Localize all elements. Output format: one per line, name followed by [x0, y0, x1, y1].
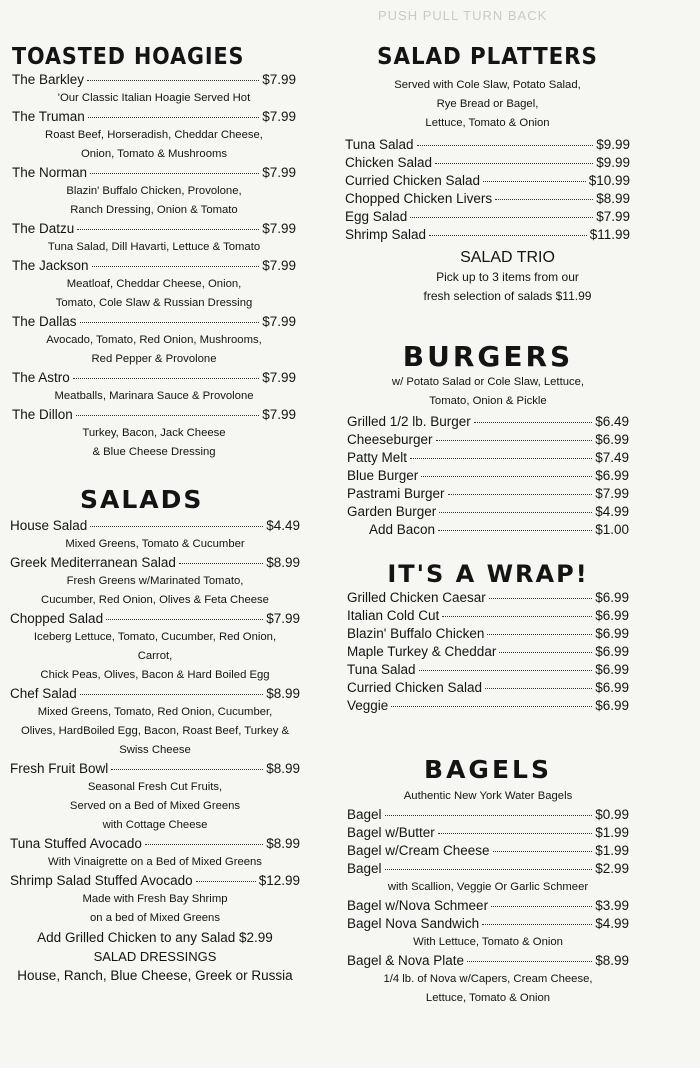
item-price: $4.99 [595, 916, 629, 931]
item-description: Iceberg Lettuce, Tomato, Cucumber, Red Onion, [33, 631, 277, 643]
item-name: Blazin' Buffalo Chicken [347, 626, 485, 641]
item-price: $4.99 [595, 504, 629, 519]
item-price: $8.99 [266, 555, 300, 570]
dot-leader [442, 616, 592, 617]
item-price: $7.99 [596, 209, 630, 224]
item-description: Cucumber, Red Onion, Olives & Feta Cheese [41, 594, 269, 606]
dot-leader [417, 145, 594, 146]
salads-section [10, 487, 300, 985]
item-price: $10.99 [588, 173, 630, 188]
item-name: Chopped Chicken Livers [345, 191, 493, 206]
burgers-intro: Tomato, Onion & Pickle [429, 395, 547, 407]
dot-leader [77, 229, 259, 230]
item-price: $7.99 [262, 258, 296, 273]
item-name: Egg Salad [345, 209, 408, 224]
dot-leader [421, 476, 592, 477]
item-description: Fresh Greens w/Marinated Tomato, [66, 575, 244, 587]
menu-item [347, 806, 629, 824]
item-name: The Barkley [12, 72, 85, 87]
dot-leader [487, 634, 592, 635]
menu-item [347, 915, 629, 933]
item-name: Bagel [347, 861, 382, 876]
dot-leader [499, 652, 592, 653]
bagels-section [347, 757, 629, 1008]
menu-item [10, 517, 300, 535]
menu-item [347, 697, 629, 715]
item-name: Shrimp Salad [345, 227, 427, 242]
salad-platters-section [345, 46, 630, 306]
menu-item [347, 449, 629, 467]
item-description: Swiss Cheese [119, 744, 191, 756]
item-name: Cheeseburger [347, 432, 433, 447]
menu-item [347, 679, 629, 697]
item-description: Meatballs, Marinara Sauce & Provolone [54, 390, 254, 402]
menu-item [347, 589, 629, 607]
burgers-section [347, 340, 629, 539]
item-name: The Norman [12, 165, 88, 180]
dot-leader [76, 415, 259, 416]
section-title-salads: SALADS [80, 485, 204, 514]
item-description: 1/4 lb. of Nova w/Capers, Cream Cheese, [383, 973, 593, 985]
item-price: $7.99 [266, 611, 300, 626]
dot-leader [435, 163, 593, 164]
item-name: Maple Turkey & Cheddar [347, 644, 497, 659]
item-name: Curried Chicken Salad [345, 173, 481, 188]
item-description: Mixed Greens, Tomato & Cucumber [65, 538, 245, 550]
menu-item [12, 313, 296, 331]
bagels-intro: Authentic New York Water Bagels [403, 790, 573, 802]
item-price: $1.00 [595, 522, 629, 537]
item-price: $7.99 [262, 109, 296, 124]
menu-item [347, 860, 629, 878]
menu-item [10, 760, 300, 778]
dot-leader [196, 881, 256, 882]
section-title-bagels: BAGELS [424, 755, 552, 784]
menu-item [10, 685, 300, 703]
item-name: Patty Melt [347, 450, 408, 465]
item-description: Served on a Bed of Mixed Greens [69, 800, 241, 812]
item-name: Veggie [347, 698, 389, 713]
menu-item [347, 485, 629, 503]
menu-item [347, 413, 629, 431]
item-name: The Astro [12, 370, 70, 385]
menu-item [347, 952, 629, 970]
toasted-hoagies-section [12, 46, 296, 462]
menu-item [347, 842, 629, 860]
dot-leader [429, 235, 587, 236]
menu-item [12, 406, 296, 424]
item-name: Fresh Fruit Bowl [10, 761, 109, 776]
dot-leader [410, 217, 593, 218]
menu-item [345, 226, 630, 244]
dot-leader [92, 266, 260, 267]
item-name: The Jackson [12, 258, 89, 273]
dot-leader [106, 619, 263, 620]
menu-item [12, 71, 296, 89]
item-name: Bagel w/Nova Schmeer [347, 898, 489, 913]
item-description: Lettuce, Tomato & Onion [425, 992, 551, 1004]
item-price: $9.99 [596, 137, 630, 152]
menu-item [347, 467, 629, 485]
item-price: $6.99 [595, 468, 629, 483]
item-description: & Blue Cheese Dressing [92, 446, 216, 458]
item-name: Pastrami Burger [347, 486, 445, 501]
item-price: $8.99 [266, 761, 300, 776]
item-name: Curried Chicken Salad [347, 680, 483, 695]
salad-trio-text: Pick up to 3 items from our [436, 270, 579, 284]
item-price: $7.49 [595, 450, 629, 465]
dot-leader [438, 833, 592, 834]
item-description: Olives, HardBoiled Egg, Bacon, Roast Beef, Turkey & [20, 725, 290, 737]
item-name: The Dillon [12, 407, 73, 422]
menu-item [345, 136, 630, 154]
item-price: $8.99 [595, 953, 629, 968]
item-name: Bagel & Nova Plate [347, 953, 465, 968]
section-title-salad-platters: SALAD PLATTERS [377, 44, 598, 70]
item-description: Seasonal Fresh Cut Fruits, [87, 781, 223, 793]
item-name: Tuna Stuffed Avocado [10, 836, 142, 851]
item-price: $7.99 [262, 370, 296, 385]
item-description: Turkey, Bacon, Jack Cheese [82, 427, 226, 439]
dot-leader [483, 181, 586, 182]
item-price: $9.99 [596, 155, 630, 170]
item-description: with Scallion, Veggie Or Garlic Schmeer [387, 881, 589, 893]
dot-leader [436, 440, 593, 441]
dot-leader [439, 512, 592, 513]
item-price: $6.99 [595, 644, 629, 659]
item-description: Roast Beef, Horseradish, Cheddar Cheese, [45, 129, 263, 141]
item-price: $7.99 [262, 314, 296, 329]
item-description: Onion, Tomato & Mushrooms [80, 148, 228, 160]
item-name: Bagel Nova Sandwich [347, 916, 480, 931]
item-name: Grilled 1/2 lb. Burger [347, 414, 471, 429]
section-title-burgers: BURGERS [402, 340, 574, 373]
item-description: 'Our Classic Italian Hoagie Served Hot [57, 92, 251, 104]
dot-leader [474, 422, 592, 423]
item-description: Avocado, Tomato, Red Onion, Mushrooms, [46, 334, 262, 346]
menu-item [347, 625, 629, 643]
salad-trio-title: SALAD TRIO [460, 249, 555, 266]
item-description: Blazin' Buffalo Chicken, Provolone, [66, 185, 242, 197]
item-name: Tuna Salad [345, 137, 414, 152]
salad-dressings-list: House, Ranch, Blue Cheese, Greek or Russia [17, 968, 293, 983]
menu-item [347, 503, 629, 521]
item-name: Bagel w/Butter [347, 825, 435, 840]
menu-item [345, 154, 630, 172]
dot-leader [491, 906, 592, 907]
faded-header-text: PUSH PULL TURN BACK [378, 8, 548, 23]
dot-leader [179, 563, 263, 564]
dot-leader [73, 378, 259, 379]
platters-intro: Served with Cole Slaw, Potato Salad, [394, 79, 581, 91]
dot-leader [80, 694, 263, 695]
item-price: $6.99 [595, 590, 629, 605]
dot-leader [467, 961, 592, 962]
item-name: Greek Mediterranean Salad [10, 555, 176, 570]
section-title-its-a-wrap: IT'S A WRAP! [387, 560, 589, 588]
dot-leader [410, 458, 592, 459]
item-name: Chef Salad [10, 686, 77, 701]
item-description: Ranch Dressing, Onion & Tomato [70, 204, 238, 216]
item-price: $6.99 [595, 608, 629, 623]
item-name: House Salad [10, 518, 88, 533]
salad-trio-text: fresh selection of salads $11.99 [423, 289, 592, 303]
dot-leader [145, 844, 263, 845]
menu-item [12, 164, 296, 182]
item-description: Tuna Salad, Dill Havarti, Lettuce & Tomato [47, 241, 261, 253]
dot-leader [385, 869, 593, 870]
salads-footer [10, 928, 300, 985]
item-price: $8.99 [266, 836, 300, 851]
salads-footer-line: Add Grilled Chicken to any Salad $2.99 [37, 930, 273, 945]
dot-leader [111, 769, 263, 770]
dot-leader [495, 199, 593, 200]
platters-intro: Rye Bread or Bagel, [436, 98, 539, 110]
menu-item [347, 431, 629, 449]
section-title-toasted-hoagies: TOASTED HOAGIES [12, 44, 245, 70]
item-name: Blue Burger [347, 468, 419, 483]
dot-leader [485, 688, 592, 689]
item-price: $6.99 [595, 680, 629, 695]
item-price: $0.99 [595, 807, 629, 822]
menu-item [347, 661, 629, 679]
item-price: $3.99 [595, 898, 629, 913]
menu-item [345, 172, 630, 190]
item-price: $1.99 [595, 825, 629, 840]
menu-item [10, 610, 300, 628]
dot-leader [438, 530, 592, 531]
item-price: $7.99 [262, 165, 296, 180]
dot-leader [80, 322, 260, 323]
item-price: $8.99 [596, 191, 630, 206]
menu-item [347, 521, 629, 539]
salad-dressings-heading: SALAD DRESSINGS [93, 949, 217, 964]
menu-item [10, 835, 300, 853]
dot-leader [385, 815, 593, 816]
dot-leader [448, 494, 593, 495]
item-name: Chicken Salad [345, 155, 433, 170]
item-price: $6.99 [595, 698, 629, 713]
item-price: $4.49 [266, 518, 300, 533]
dot-leader [489, 598, 592, 599]
item-price: $2.99 [595, 861, 629, 876]
item-name: Grilled Chicken Caesar [347, 590, 486, 605]
menu-item [12, 369, 296, 387]
item-name: Shrimp Salad Stuffed Avocado [10, 873, 193, 888]
item-name: Bagel w/Cream Cheese [347, 843, 490, 858]
menu-item [10, 554, 300, 572]
dot-leader [90, 173, 259, 174]
item-description: Tomato, Cole Slaw & Russian Dressing [55, 297, 253, 309]
item-price: $12.99 [258, 873, 300, 888]
menu-item [347, 897, 629, 915]
item-name: Add Bacon [369, 522, 436, 537]
dot-leader [87, 80, 259, 81]
menu-item [345, 208, 630, 226]
item-name: Bagel [347, 807, 382, 822]
item-description: With Vinaigrette on a Bed of Mixed Greens [48, 856, 262, 868]
item-price: $6.99 [595, 662, 629, 677]
item-price: $8.99 [266, 686, 300, 701]
item-price: $6.99 [595, 626, 629, 641]
item-price: $7.99 [262, 407, 296, 422]
item-price: $6.99 [595, 432, 629, 447]
item-price: $11.99 [589, 227, 630, 242]
item-name: The Datzu [12, 221, 75, 236]
dot-leader [391, 706, 592, 707]
item-price: $1.99 [595, 843, 629, 858]
menu-item [10, 872, 300, 890]
dot-leader [419, 670, 593, 671]
menu-item [345, 190, 630, 208]
item-name: The Truman [12, 109, 85, 124]
menu-item [12, 220, 296, 238]
item-description: With Lettuce, Tomato & Onion [413, 936, 563, 948]
menu-item [12, 257, 296, 275]
item-description: on a bed of Mixed Greens [90, 912, 220, 924]
item-description: with Cottage Cheese [102, 819, 208, 831]
platters-intro: Lettuce, Tomato & Onion [425, 117, 550, 129]
menu-item [347, 607, 629, 625]
wraps-section [347, 562, 629, 715]
menu-item [347, 824, 629, 842]
item-price: $7.99 [262, 221, 296, 236]
item-description: Mixed Greens, Tomato, Red Onion, Cucumber, [37, 706, 273, 718]
dot-leader [88, 117, 259, 118]
item-price: $7.99 [595, 486, 629, 501]
item-name: Garden Burger [347, 504, 437, 519]
dot-leader [90, 526, 263, 527]
item-description: Made with Fresh Bay Shrimp [82, 893, 228, 905]
dot-leader [493, 851, 593, 852]
item-name: Italian Cold Cut [347, 608, 440, 623]
item-name: Chopped Salad [10, 611, 104, 626]
item-name: The Dallas [12, 314, 77, 329]
item-description: Red Pepper & Provolone [91, 353, 217, 365]
item-description: Carrot, [137, 650, 173, 662]
item-price: $6.49 [595, 414, 629, 429]
item-description: Chick Peas, Olives, Bacon & Hard Boiled Egg [40, 669, 270, 681]
menu-item [347, 643, 629, 661]
burgers-intro: w/ Potato Salad or Cole Slaw, Lettuce, [391, 376, 585, 388]
item-name: Tuna Salad [347, 662, 416, 677]
dot-leader [482, 924, 592, 925]
item-price: $7.99 [262, 72, 296, 87]
item-description: Meatloaf, Cheddar Cheese, Onion, [66, 278, 242, 290]
menu-item [12, 108, 296, 126]
